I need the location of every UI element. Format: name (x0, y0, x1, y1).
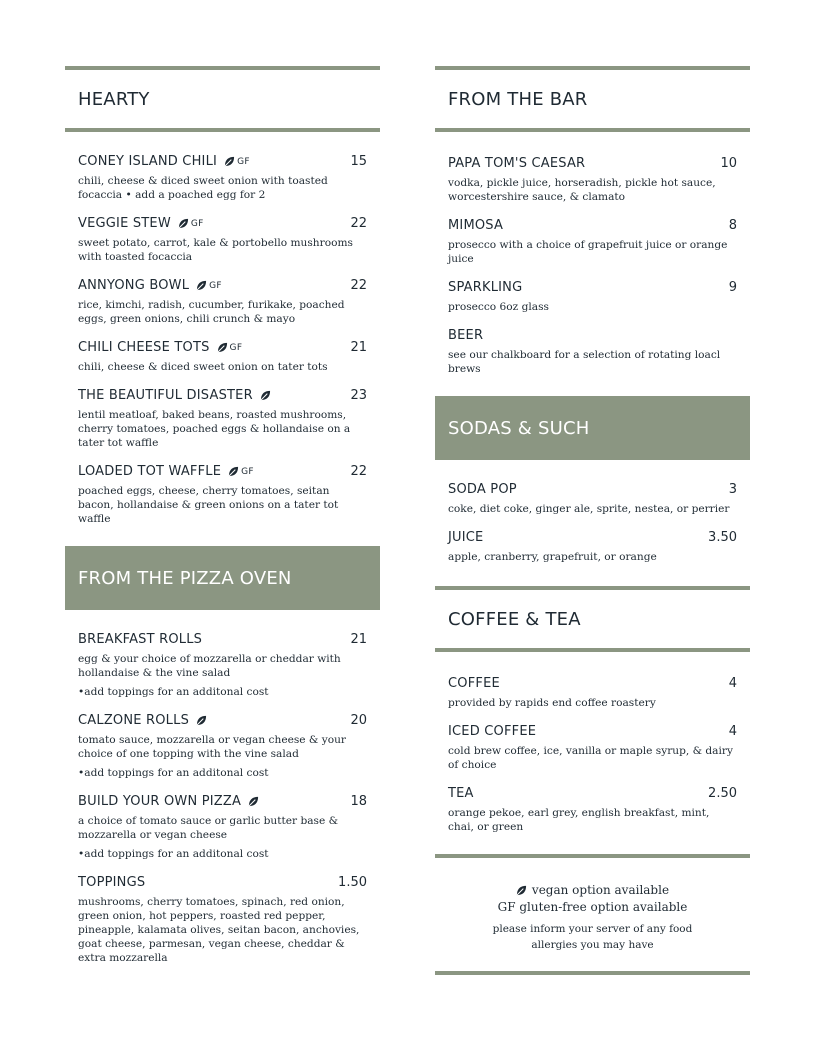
menu-item (448, 530, 737, 564)
item-name-text: BREAKFAST ROLLS (78, 632, 203, 647)
item-name-text: CONEY ISLAND CHILI (78, 154, 218, 169)
menu-item (448, 786, 737, 834)
section-header-bar (435, 70, 750, 128)
menu-item-header (448, 218, 737, 233)
item-name-text: THE BEAUTIFUL DISASTER (78, 388, 253, 403)
item-description: chili, cheese & diced sweet onion on tater tots (78, 361, 328, 373)
menu-item (78, 632, 367, 699)
item-name (78, 875, 145, 890)
leaf-icon (178, 218, 189, 229)
menu-item (78, 216, 367, 264)
menu-item-header (448, 724, 737, 739)
section-header-hearty (65, 70, 380, 128)
menu-item (78, 340, 367, 374)
leaf-icon (248, 796, 259, 807)
item-description: see our chalkboard for a selection of rotating loacl brews (448, 349, 721, 375)
menu-item (78, 464, 367, 526)
item-note: •add toppings for an additonal cost (78, 686, 269, 698)
item-name-text: SODA POP (448, 482, 517, 497)
item-price: 15 (350, 154, 367, 169)
section-title: FROM THE PIZZA OVEN (78, 567, 292, 589)
item-name (448, 280, 522, 295)
item-name-text: JUICE (448, 530, 484, 545)
item-name (448, 482, 517, 497)
menu-item-header (78, 216, 367, 231)
section-header-coffee (435, 590, 750, 648)
menu-item (448, 328, 737, 376)
item-description: chili, cheese & diced sweet onion with toasted focaccia • add a poached egg for 2 (78, 175, 328, 201)
menu-item (78, 278, 367, 326)
item-name (448, 156, 585, 171)
gf-badge: GF (229, 342, 243, 353)
item-name (78, 388, 271, 403)
item-description: provided by rapids end coffee roastery (448, 697, 656, 709)
item-description: tomato sauce, mozzarella or vegan cheese & your choice of one topping with the vine salad (78, 734, 346, 760)
item-price: 20 (350, 713, 367, 728)
item-name (448, 786, 474, 801)
menu-item-header (78, 464, 367, 479)
divider (435, 971, 750, 975)
menu-item-header (448, 156, 737, 171)
legend-footer (435, 858, 750, 963)
item-description: mushrooms, cherry tomatoes, spinach, red onion, green onion, hot peppers, roasted red pepper, pineapple, kalamata olives, seitan bacon, anchovies, goat cheese, parmesan, vegan cheese, cheddar & extra mozzarella (78, 896, 360, 964)
vegan-legend-text: vegan option available (531, 883, 670, 897)
item-price: 8 (728, 218, 737, 233)
item-name-text: BUILD YOUR OWN PIZZA (78, 794, 242, 809)
gf-legend (435, 899, 750, 916)
leaf-icon (196, 280, 207, 291)
item-name-text: TOPPINGS (78, 875, 146, 890)
leaf-icon (228, 466, 239, 477)
menu-item (448, 676, 737, 710)
menu-item-header (78, 713, 367, 728)
vegan-legend (435, 882, 750, 899)
item-name (78, 340, 242, 355)
item-name (448, 676, 500, 691)
menu-item-header (78, 632, 367, 647)
gf-badge: GF (237, 156, 250, 167)
menu-item-header (78, 875, 367, 890)
item-name (78, 632, 202, 647)
section-title: SODAS & SUCH (448, 417, 590, 439)
menu-item-header (448, 280, 737, 295)
item-price: 3.50 (708, 530, 737, 545)
item-price: 22 (350, 464, 367, 479)
allergy-note: please inform your server of any food allergies you may have (492, 923, 693, 951)
item-name (78, 794, 259, 809)
item-description: apple, cranberry, grapefruit, or orange (448, 551, 657, 563)
item-price: 2.50 (708, 786, 737, 801)
menu-item (448, 482, 737, 516)
sodas-items (435, 460, 750, 564)
item-price: 22 (350, 278, 367, 293)
menu-item-header (448, 482, 737, 497)
item-description: coke, diet coke, ginger ale, sprite, nestea, or perrier (448, 503, 730, 515)
item-name-text: PAPA TOM'S CAESAR (448, 156, 586, 171)
item-description: vodka, pickle juice, horseradish, pickle hot sauce, worcestershire sauce, & clamato (448, 177, 716, 203)
leaf-icon (516, 885, 527, 896)
item-name-text: LOADED TOT WAFFLE (78, 464, 222, 479)
gf-legend-text: GF gluten-free option available (497, 900, 688, 914)
item-name (448, 724, 536, 739)
menu-item (448, 724, 737, 772)
section-title: HEARTY (78, 88, 150, 110)
section-header-sodas (435, 396, 750, 460)
item-description: orange pekoe, earl grey, english breakfast, mint, chai, or green (448, 807, 710, 833)
gf-badge: GF (190, 218, 204, 229)
section-title: FROM THE BAR (448, 88, 588, 110)
item-name-text: COFFEE (448, 676, 500, 691)
menu-item (448, 280, 737, 314)
item-name-text: SPARKLING (448, 280, 523, 295)
item-price: 22 (350, 216, 367, 231)
menu-item-header (448, 786, 737, 801)
item-price: 21 (350, 632, 367, 647)
item-name-text: ANNYONG BOWL (78, 278, 190, 293)
item-name (448, 218, 503, 233)
item-price: 23 (350, 388, 367, 403)
item-price: 4 (728, 676, 737, 691)
item-name-text: TEA (448, 786, 474, 801)
item-price: 21 (350, 340, 367, 355)
item-price: 10 (720, 156, 737, 171)
item-name (78, 216, 204, 231)
menu-item-header (78, 340, 367, 355)
coffee-items (435, 652, 750, 834)
hearty-items (65, 132, 380, 526)
leaf-icon (196, 715, 207, 726)
item-description: lentil meatloaf, baked beans, roasted mushrooms, cherry tomatoes, poached eggs & hollandaise on a tater tot waffle (78, 409, 351, 449)
section-title: COFFEE & TEA (448, 608, 581, 630)
item-description: a choice of tomato sauce or garlic butter base & mozzarella or vegan cheese (78, 815, 339, 841)
item-price: 9 (728, 280, 737, 295)
leaf-icon (260, 390, 271, 401)
item-name (78, 713, 207, 728)
gf-badge: GF (209, 280, 222, 291)
item-description: prosecco 6oz glass (448, 301, 549, 313)
menu-item-header (448, 676, 737, 691)
item-description: rice, kimchi, radish, cucumber, furikake, poached eggs, green onions, chili crunch & mayo (78, 299, 345, 325)
menu-item-header (78, 154, 367, 169)
menu-item (78, 875, 367, 965)
item-name-text: ICED COFFEE (448, 724, 537, 739)
item-price: 4 (728, 724, 737, 739)
menu-item (448, 156, 737, 204)
item-description: cold brew coffee, ice, vanilla or maple syrup, & dairy of choice (448, 745, 733, 771)
item-description: poached eggs, cheese, cherry tomatoes, seitan bacon, hollandaise & green onions on a tater tot waffle (78, 485, 339, 525)
menu-item-header (78, 794, 367, 809)
item-description: egg & your choice of mozzarella or cheddar with hollandaise & the vine salad (78, 653, 341, 679)
item-name-text: CHILI CHEESE TOTS (78, 340, 210, 355)
left-column (65, 66, 380, 965)
item-note: •add toppings for an additonal cost (78, 848, 269, 860)
menu-item (78, 794, 367, 861)
right-column (435, 66, 750, 975)
item-name (78, 154, 250, 169)
item-name-text: BEER (448, 328, 484, 343)
item-name (78, 278, 222, 293)
menu-item (448, 218, 737, 266)
item-name-text: CALZONE ROLLS (78, 713, 190, 728)
menu-item-header (78, 278, 367, 293)
section-header-pizza (65, 546, 380, 610)
menu-item (78, 154, 367, 202)
leaf-icon (224, 156, 235, 167)
item-price: 18 (350, 794, 367, 809)
bar-items (435, 132, 750, 376)
item-note: •add toppings for an additonal cost (78, 767, 269, 779)
item-name (448, 328, 483, 343)
item-name-text: VEGGIE STEW (78, 216, 171, 231)
menu-item (78, 713, 367, 780)
item-name-text: MIMOSA (448, 218, 504, 233)
pizza-items (65, 610, 380, 965)
gf-badge: GF (241, 466, 254, 477)
leaf-icon (217, 342, 228, 353)
menu-item-header (448, 328, 737, 343)
item-description: prosecco with a choice of grapefruit juice or orange juice (448, 239, 728, 265)
item-name (448, 530, 483, 545)
item-price: 1.50 (338, 875, 367, 890)
menu-item-header (78, 388, 367, 403)
item-name (78, 464, 254, 479)
menu-item-header (448, 530, 737, 545)
menu-item (78, 388, 367, 450)
item-description: sweet potato, carrot, kale & portobello mushrooms with toasted focaccia (78, 237, 353, 263)
item-price: 3 (728, 482, 737, 497)
